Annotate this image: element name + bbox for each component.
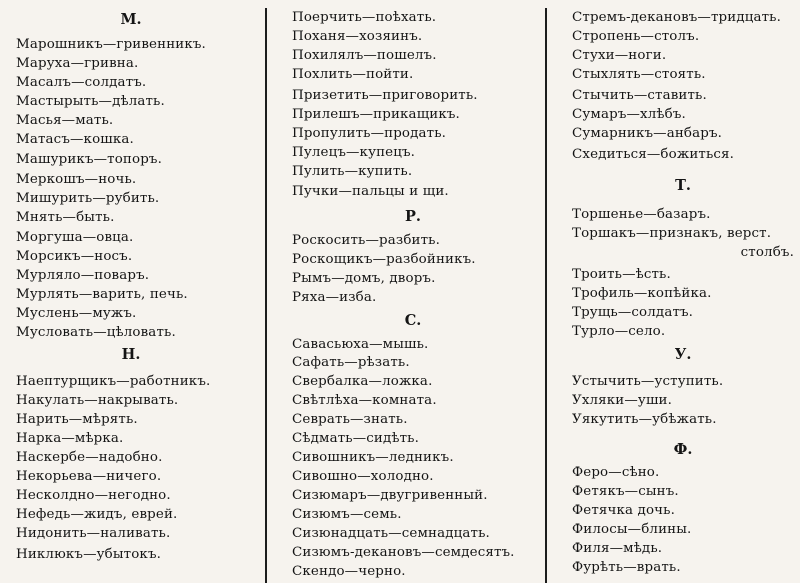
dictionary-entry: Нарить—мѣрять. — [16, 412, 138, 427]
dictionary-entry: Стропень—столъ. — [572, 29, 700, 44]
dictionary-entry-continuation: столбъ. — [740, 245, 794, 260]
dictionary-entry: Сизюмъ-декановъ—семдесятъ. — [292, 545, 515, 560]
dictionary-entry: Несколдно—негодно. — [16, 488, 171, 503]
dictionary-entry: Савасьюха—мышь. — [292, 337, 429, 352]
dictionary-entry: Нефедь—жидъ, еврей. — [16, 507, 178, 522]
dictionary-entry: Пучки—пальцы и щи. — [292, 184, 449, 199]
dictionary-entry: Сизюмъ—семь. — [292, 507, 402, 522]
dictionary-entry: Торшакъ—признакъ, верст. — [572, 226, 772, 241]
column-divider — [545, 8, 547, 583]
dictionary-entry: Роскосить—разбить. — [292, 233, 441, 248]
dictionary-entry: Ухляки—уши. — [572, 393, 673, 408]
dictionary-entry: Похлить—пойти. — [292, 67, 414, 82]
dictionary-entry: Уякутить—убѣжать. — [572, 412, 717, 427]
dictionary-entry: Сизюмаръ—двугривенный. — [292, 488, 488, 503]
dictionary-entry: Сѣдмать—сидѣть. — [292, 431, 420, 446]
dictionary-entry: Нарка—мѣрка. — [16, 431, 124, 446]
dictionary-entry: Фурѣть—врать. — [572, 560, 681, 575]
dictionary-entry: Мастырыть—дѣлать. — [16, 94, 165, 109]
dictionary-entry: Наептурщикъ—работникъ. — [16, 374, 211, 389]
dictionary-entry: Филя—мѣдь. — [572, 541, 663, 556]
dictionary-entry: Сумаръ—хлѣбъ. — [572, 107, 686, 122]
dictionary-entry: Свербалка—ложка. — [292, 374, 433, 389]
dictionary-entry: Матасъ—кошка. — [16, 132, 134, 147]
section-letter-n: Н. — [121, 346, 141, 363]
dictionary-entry: Стремъ-декановъ—тридцать. — [572, 10, 782, 25]
dictionary-entry: Наскербе—надобно. — [16, 450, 163, 465]
dictionary-entry: Трущь—солдатъ. — [572, 305, 694, 320]
dictionary-entry: Морсикъ—носъ. — [16, 249, 133, 264]
dictionary-entry: Свѣтлѣха—комната. — [292, 393, 437, 408]
dictionary-entry: Троить—ѣсть. — [572, 267, 671, 282]
column-1 — [16, 0, 246, 583]
dictionary-entry: Севрать—знать. — [292, 412, 408, 427]
dictionary-entry: Прилешъ—прикащикъ. — [292, 107, 460, 122]
dictionary-entry: Устычить—уступить. — [572, 374, 724, 389]
dictionary-entry: Пулить—купить. — [292, 164, 413, 179]
dictionary-entry: Мусловать—цѣловать. — [16, 325, 176, 340]
dictionary-entry: Маруха—гривна. — [16, 56, 139, 71]
dictionary-entry: Некорьева—ничего. — [16, 469, 162, 484]
dictionary-entry: Муслень—мужъ. — [16, 306, 137, 321]
dictionary-entry: Торшенье—базаръ. — [572, 207, 711, 222]
dictionary-entry: Феро—сѣно. — [572, 465, 660, 480]
dictionary-entry: Призетить—приговорить. — [292, 88, 478, 103]
dictionary-entry: Филосы—блины. — [572, 522, 692, 537]
dictionary-entry: Стыхлять—стоять. — [572, 67, 706, 82]
dictionary-entry: Пулецъ—купецъ. — [292, 145, 416, 160]
dictionary-entry: Мурляло—поваръ. — [16, 268, 150, 283]
dictionary-entry: Пропулить—продать. — [292, 126, 447, 141]
dictionary-entry: Поханя—хозяинъ. — [292, 29, 423, 44]
dictionary-entry: Роскощикъ—разбойникъ. — [292, 252, 476, 267]
section-letter-m: М. — [120, 11, 142, 28]
dictionary-entry: Мнять—быть. — [16, 210, 115, 225]
section-letter-r: Р. — [405, 208, 421, 225]
dictionary-entry: Фетякъ—сынъ. — [572, 484, 679, 499]
dictionary-entry: Фетячка дочь. — [572, 503, 676, 518]
dictionary-entry: Сивошникъ—ледникъ. — [292, 450, 454, 465]
section-letter-u: У. — [674, 346, 692, 363]
column-3 — [572, 0, 794, 583]
dictionary-entry: Меркошъ—ночь. — [16, 172, 137, 187]
dictionary-entry: Сафать—рѣзать. — [292, 355, 410, 370]
dictionary-entry: Стычить—ставить. — [572, 88, 707, 103]
dictionary-entry: Нидонить—наливать. — [16, 526, 171, 541]
dictionary-entry: Похилялъ—пошелъ. — [292, 48, 437, 63]
dictionary-entry: Скендо—черно. — [292, 564, 406, 579]
dictionary-entry: Трофиль—копѣйка. — [572, 286, 712, 301]
dictionary-entry: Мишурить—рубить. — [16, 191, 160, 206]
dictionary-entry: Стухи—ноги. — [572, 48, 667, 63]
dictionary-entry: Сивошно—холодно. — [292, 469, 434, 484]
column-divider — [265, 8, 267, 583]
dictionary-entry: Накулать—накрывать. — [16, 393, 179, 408]
column-2 — [292, 0, 534, 583]
section-letter-t: Т. — [675, 177, 691, 194]
dictionary-entry: Мурлять—варить, печь. — [16, 287, 188, 302]
section-letter-f: Ф. — [673, 441, 693, 458]
dictionary-entry: Машурикъ—топоръ. — [16, 152, 163, 167]
dictionary-entry: Никлюкъ—убытокъ. — [16, 547, 162, 562]
dictionary-entry: Схедиться—божиться. — [572, 147, 735, 162]
dictionary-entry: Моргуша—овца. — [16, 230, 134, 245]
dictionary-entry: Поерчить—поѣхать. — [292, 10, 437, 25]
dictionary-entry: Рымъ—домъ, дворъ. — [292, 271, 436, 286]
dictionary-entry: Масья—мать. — [16, 113, 114, 128]
dictionary-entry: Ряха—изба. — [292, 290, 377, 305]
dictionary-entry: Сумарникъ—анбаръ. — [572, 126, 723, 141]
section-letter-s: С. — [404, 312, 422, 329]
dictionary-entry: Сизюнадцать—семнадцать. — [292, 526, 490, 541]
dictionary-entry: Марошникъ—гривенникъ. — [16, 37, 206, 52]
dictionary-entry: Турло—село. — [572, 324, 666, 339]
dictionary-entry: Масалъ—солдатъ. — [16, 75, 147, 90]
